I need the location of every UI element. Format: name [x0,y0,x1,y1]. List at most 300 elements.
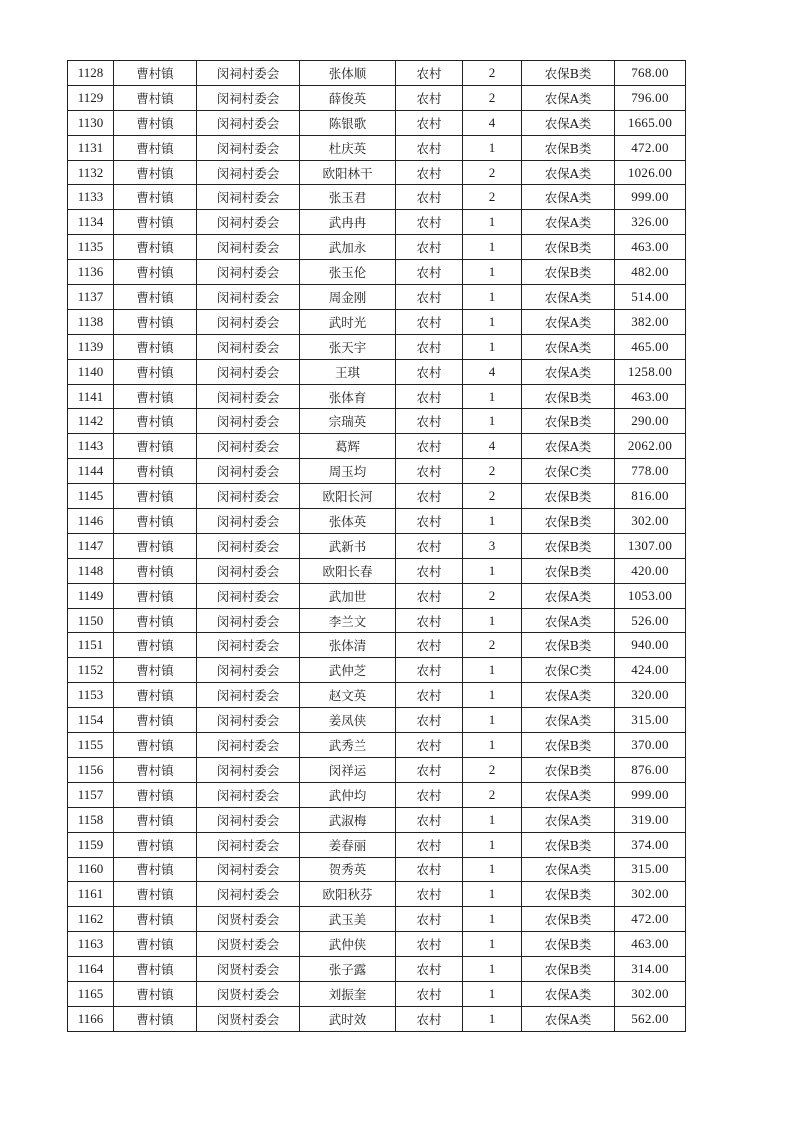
table-row [68,558,686,583]
name-cell: 武冉冉 [300,210,396,235]
name-cell: 刘振奎 [300,981,396,1006]
amount-cell: 315.00 [615,708,686,733]
name-cell: 张体育 [300,384,396,409]
row-index: 1138 [68,309,114,334]
insurance-category-cell: 农保A类 [522,85,615,110]
area-type-cell: 农村 [396,807,463,832]
table-row [68,633,686,658]
amount-cell: 463.00 [615,384,686,409]
amount-cell: 562.00 [615,1006,686,1031]
row-index: 1141 [68,384,114,409]
town-cell: 曹村镇 [114,907,197,932]
household-size-cell: 1 [463,384,522,409]
name-cell: 杜庆英 [300,135,396,160]
household-size-cell: 1 [463,260,522,285]
village-committee-cell: 闵祠村委会 [197,558,300,583]
name-cell: 张玉君 [300,185,396,210]
row-index: 1162 [68,907,114,932]
row-index: 1160 [68,857,114,882]
household-size-cell: 1 [463,1006,522,1031]
name-cell: 张体英 [300,509,396,534]
area-type-cell: 农村 [396,61,463,86]
name-cell: 王琪 [300,359,396,384]
area-type-cell: 农村 [396,981,463,1006]
table-row [68,1006,686,1031]
amount-cell: 472.00 [615,907,686,932]
village-committee-cell: 闵贤村委会 [197,1006,300,1031]
row-index: 1150 [68,608,114,633]
household-size-cell: 4 [463,359,522,384]
town-cell: 曹村镇 [114,857,197,882]
insurance-category-cell: 农保B类 [522,832,615,857]
town-cell: 曹村镇 [114,832,197,857]
name-cell: 贺秀英 [300,857,396,882]
row-index: 1163 [68,932,114,957]
area-type-cell: 农村 [396,160,463,185]
name-cell: 张体顺 [300,61,396,86]
amount-cell: 424.00 [615,658,686,683]
insurance-category-cell: 农保B类 [522,633,615,658]
village-committee-cell: 闵祠村委会 [197,434,300,459]
amount-cell: 315.00 [615,857,686,882]
name-cell: 欧阳林干 [300,160,396,185]
amount-cell: 940.00 [615,633,686,658]
table-row [68,757,686,782]
household-size-cell: 1 [463,957,522,982]
household-size-cell: 1 [463,608,522,633]
village-committee-cell: 闵祠村委会 [197,633,300,658]
insurance-category-cell: 农保B类 [522,533,615,558]
insurance-category-cell: 农保C类 [522,459,615,484]
area-type-cell: 农村 [396,608,463,633]
table-row [68,857,686,882]
insurance-category-cell: 农保A类 [522,857,615,882]
household-size-cell: 1 [463,334,522,359]
town-cell: 曹村镇 [114,981,197,1006]
amount-cell: 472.00 [615,135,686,160]
insurance-category-cell: 农保A类 [522,807,615,832]
insurance-category-cell: 农保A类 [522,359,615,384]
amount-cell: 1258.00 [615,359,686,384]
row-index: 1157 [68,782,114,807]
row-index: 1156 [68,757,114,782]
name-cell: 闵祥运 [300,757,396,782]
table-row [68,832,686,857]
insurance-category-cell: 农保B类 [522,484,615,509]
village-committee-cell: 闵祠村委会 [197,309,300,334]
table-row [68,210,686,235]
household-size-cell: 2 [463,583,522,608]
amount-cell: 314.00 [615,957,686,982]
insurance-category-cell: 农保A类 [522,434,615,459]
name-cell: 武时光 [300,309,396,334]
village-committee-cell: 闵祠村委会 [197,882,300,907]
name-cell: 陈银歌 [300,110,396,135]
area-type-cell: 农村 [396,683,463,708]
town-cell: 曹村镇 [114,957,197,982]
household-size-cell: 1 [463,907,522,932]
name-cell: 李兰文 [300,608,396,633]
table-row [68,160,686,185]
town-cell: 曹村镇 [114,334,197,359]
household-size-cell: 3 [463,533,522,558]
village-committee-cell: 闵祠村委会 [197,85,300,110]
table-row [68,932,686,957]
insurance-category-cell: 农保B类 [522,135,615,160]
insurance-category-cell: 农保A类 [522,285,615,310]
area-type-cell: 农村 [396,210,463,235]
household-size-cell: 1 [463,285,522,310]
village-committee-cell: 闵祠村委会 [197,185,300,210]
area-type-cell: 农村 [396,185,463,210]
row-index: 1145 [68,484,114,509]
amount-cell: 463.00 [615,235,686,260]
village-committee-cell: 闵祠村委会 [197,135,300,160]
insurance-category-cell: 农保A类 [522,185,615,210]
area-type-cell: 农村 [396,583,463,608]
table-row [68,434,686,459]
insurance-category-cell: 农保B类 [522,907,615,932]
household-size-cell: 1 [463,932,522,957]
name-cell: 周金刚 [300,285,396,310]
area-type-cell: 农村 [396,509,463,534]
village-committee-cell: 闵祠村委会 [197,683,300,708]
row-index: 1152 [68,658,114,683]
table-row [68,708,686,733]
area-type-cell: 农村 [396,633,463,658]
beneficiary-table [67,60,686,1032]
town-cell: 曹村镇 [114,807,197,832]
table-row [68,85,686,110]
town-cell: 曹村镇 [114,210,197,235]
household-size-cell: 4 [463,110,522,135]
area-type-cell: 农村 [396,359,463,384]
row-index: 1129 [68,85,114,110]
household-size-cell: 2 [463,484,522,509]
household-size-cell: 2 [463,185,522,210]
area-type-cell: 农村 [396,85,463,110]
village-committee-cell: 闵祠村委会 [197,708,300,733]
row-index: 1143 [68,434,114,459]
area-type-cell: 农村 [396,1006,463,1031]
village-committee-cell: 闵祠村委会 [197,210,300,235]
amount-cell: 482.00 [615,260,686,285]
amount-cell: 290.00 [615,409,686,434]
village-committee-cell: 闵祠村委会 [197,782,300,807]
name-cell: 武淑梅 [300,807,396,832]
row-index: 1159 [68,832,114,857]
household-size-cell: 1 [463,135,522,160]
household-size-cell: 4 [463,434,522,459]
village-committee-cell: 闵祠村委会 [197,832,300,857]
household-size-cell: 1 [463,658,522,683]
row-index: 1155 [68,733,114,758]
amount-cell: 302.00 [615,981,686,1006]
row-index: 1165 [68,981,114,1006]
table-row [68,981,686,1006]
table-row [68,782,686,807]
row-index: 1151 [68,633,114,658]
village-committee-cell: 闵贤村委会 [197,907,300,932]
amount-cell: 999.00 [615,782,686,807]
name-cell: 薛俊英 [300,85,396,110]
row-index: 1164 [68,957,114,982]
household-size-cell: 1 [463,409,522,434]
village-committee-cell: 闵祠村委会 [197,110,300,135]
household-size-cell: 1 [463,235,522,260]
household-size-cell: 1 [463,309,522,334]
table-row [68,309,686,334]
household-size-cell: 1 [463,210,522,235]
village-committee-cell: 闵祠村委会 [197,509,300,534]
row-index: 1135 [68,235,114,260]
household-size-cell: 2 [463,85,522,110]
town-cell: 曹村镇 [114,932,197,957]
town-cell: 曹村镇 [114,708,197,733]
town-cell: 曹村镇 [114,285,197,310]
insurance-category-cell: 农保C类 [522,658,615,683]
village-committee-cell: 闵祠村委会 [197,583,300,608]
town-cell: 曹村镇 [114,409,197,434]
name-cell: 欧阳长春 [300,558,396,583]
row-index: 1134 [68,210,114,235]
row-index: 1147 [68,533,114,558]
table-row [68,235,686,260]
insurance-category-cell: 农保A类 [522,708,615,733]
table-row [68,907,686,932]
town-cell: 曹村镇 [114,683,197,708]
insurance-category-cell: 农保A类 [522,160,615,185]
table-row [68,285,686,310]
insurance-category-cell: 农保B类 [522,260,615,285]
village-committee-cell: 闵祠村委会 [197,160,300,185]
amount-cell: 778.00 [615,459,686,484]
table-row [68,135,686,160]
row-index: 1144 [68,459,114,484]
name-cell: 武玉美 [300,907,396,932]
area-type-cell: 农村 [396,658,463,683]
village-committee-cell: 闵祠村委会 [197,409,300,434]
amount-cell: 876.00 [615,757,686,782]
row-index: 1133 [68,185,114,210]
row-index: 1142 [68,409,114,434]
table-body [68,61,686,1032]
area-type-cell: 农村 [396,733,463,758]
table-row [68,683,686,708]
insurance-category-cell: 农保A类 [522,309,615,334]
amount-cell: 526.00 [615,608,686,633]
name-cell: 姜春丽 [300,832,396,857]
town-cell: 曹村镇 [114,359,197,384]
name-cell: 周玉均 [300,459,396,484]
amount-cell: 319.00 [615,807,686,832]
table-row [68,185,686,210]
household-size-cell: 2 [463,633,522,658]
name-cell: 葛辉 [300,434,396,459]
town-cell: 曹村镇 [114,235,197,260]
insurance-category-cell: 农保B类 [522,409,615,434]
table-row [68,807,686,832]
row-index: 1132 [68,160,114,185]
amount-cell: 1307.00 [615,533,686,558]
town-cell: 曹村镇 [114,185,197,210]
name-cell: 武仲侠 [300,932,396,957]
village-committee-cell: 闵祠村委会 [197,733,300,758]
village-committee-cell: 闵祠村委会 [197,608,300,633]
area-type-cell: 农村 [396,459,463,484]
row-index: 1158 [68,807,114,832]
area-type-cell: 农村 [396,110,463,135]
amount-cell: 326.00 [615,210,686,235]
table-row [68,882,686,907]
household-size-cell: 1 [463,807,522,832]
area-type-cell: 农村 [396,309,463,334]
row-index: 1154 [68,708,114,733]
name-cell: 武秀兰 [300,733,396,758]
row-index: 1153 [68,683,114,708]
town-cell: 曹村镇 [114,260,197,285]
amount-cell: 374.00 [615,832,686,857]
town-cell: 曹村镇 [114,757,197,782]
table-row [68,110,686,135]
area-type-cell: 农村 [396,782,463,807]
insurance-category-cell: 农保B类 [522,932,615,957]
name-cell: 张体清 [300,633,396,658]
amount-cell: 320.00 [615,683,686,708]
area-type-cell: 农村 [396,285,463,310]
name-cell: 欧阳秋芬 [300,882,396,907]
village-committee-cell: 闵祠村委会 [197,757,300,782]
name-cell: 姜凤侠 [300,708,396,733]
name-cell: 武仲芝 [300,658,396,683]
area-type-cell: 农村 [396,260,463,285]
table-row [68,409,686,434]
insurance-category-cell: 农保A类 [522,782,615,807]
town-cell: 曹村镇 [114,85,197,110]
amount-cell: 420.00 [615,558,686,583]
row-index: 1136 [68,260,114,285]
town-cell: 曹村镇 [114,110,197,135]
area-type-cell: 农村 [396,882,463,907]
row-index: 1146 [68,509,114,534]
area-type-cell: 农村 [396,757,463,782]
household-size-cell: 1 [463,509,522,534]
town-cell: 曹村镇 [114,583,197,608]
town-cell: 曹村镇 [114,882,197,907]
amount-cell: 514.00 [615,285,686,310]
table-row [68,61,686,86]
area-type-cell: 农村 [396,558,463,583]
insurance-category-cell: 农保B类 [522,558,615,583]
village-committee-cell: 闵祠村委会 [197,658,300,683]
household-size-cell: 1 [463,708,522,733]
row-index: 1161 [68,882,114,907]
insurance-category-cell: 农保B类 [522,733,615,758]
village-committee-cell: 闵祠村委会 [197,384,300,409]
town-cell: 曹村镇 [114,608,197,633]
insurance-category-cell: 农保B类 [522,61,615,86]
table-row [68,359,686,384]
household-size-cell: 2 [463,459,522,484]
town-cell: 曹村镇 [114,459,197,484]
row-index: 1130 [68,110,114,135]
household-size-cell: 1 [463,683,522,708]
town-cell: 曹村镇 [114,1006,197,1031]
household-size-cell: 1 [463,558,522,583]
insurance-category-cell: 农保A类 [522,210,615,235]
row-index: 1140 [68,359,114,384]
amount-cell: 463.00 [615,932,686,957]
household-size-cell: 1 [463,882,522,907]
name-cell: 武加永 [300,235,396,260]
insurance-category-cell: 农保A类 [522,110,615,135]
row-index: 1166 [68,1006,114,1031]
area-type-cell: 农村 [396,832,463,857]
insurance-category-cell: 农保A类 [522,334,615,359]
row-index: 1148 [68,558,114,583]
area-type-cell: 农村 [396,334,463,359]
table-row [68,733,686,758]
table-row [68,608,686,633]
amount-cell: 465.00 [615,334,686,359]
town-cell: 曹村镇 [114,733,197,758]
village-committee-cell: 闵贤村委会 [197,957,300,982]
row-index: 1149 [68,583,114,608]
town-cell: 曹村镇 [114,384,197,409]
village-committee-cell: 闵贤村委会 [197,932,300,957]
village-committee-cell: 闵祠村委会 [197,857,300,882]
name-cell: 赵文英 [300,683,396,708]
name-cell: 张子露 [300,957,396,982]
table-row [68,509,686,534]
insurance-category-cell: 农保B类 [522,957,615,982]
table-row [68,583,686,608]
village-committee-cell: 闵祠村委会 [197,484,300,509]
name-cell: 张玉伦 [300,260,396,285]
amount-cell: 796.00 [615,85,686,110]
insurance-category-cell: 农保B类 [522,882,615,907]
insurance-category-cell: 农保A类 [522,683,615,708]
village-committee-cell: 闵祠村委会 [197,285,300,310]
village-committee-cell: 闵祠村委会 [197,533,300,558]
town-cell: 曹村镇 [114,484,197,509]
name-cell: 宗瑞英 [300,409,396,434]
village-committee-cell: 闵祠村委会 [197,235,300,260]
amount-cell: 999.00 [615,185,686,210]
amount-cell: 302.00 [615,509,686,534]
household-size-cell: 1 [463,832,522,857]
amount-cell: 1053.00 [615,583,686,608]
insurance-category-cell: 农保A类 [522,981,615,1006]
area-type-cell: 农村 [396,409,463,434]
insurance-category-cell: 农保A类 [522,1006,615,1031]
amount-cell: 2062.00 [615,434,686,459]
table-row [68,658,686,683]
village-committee-cell: 闵祠村委会 [197,260,300,285]
insurance-category-cell: 农保A类 [522,583,615,608]
table-row [68,957,686,982]
amount-cell: 382.00 [615,309,686,334]
amount-cell: 370.00 [615,733,686,758]
town-cell: 曹村镇 [114,309,197,334]
amount-cell: 768.00 [615,61,686,86]
household-size-cell: 2 [463,160,522,185]
village-committee-cell: 闵贤村委会 [197,981,300,1006]
town-cell: 曹村镇 [114,782,197,807]
table-row [68,260,686,285]
village-committee-cell: 闵祠村委会 [197,807,300,832]
area-type-cell: 农村 [396,135,463,160]
